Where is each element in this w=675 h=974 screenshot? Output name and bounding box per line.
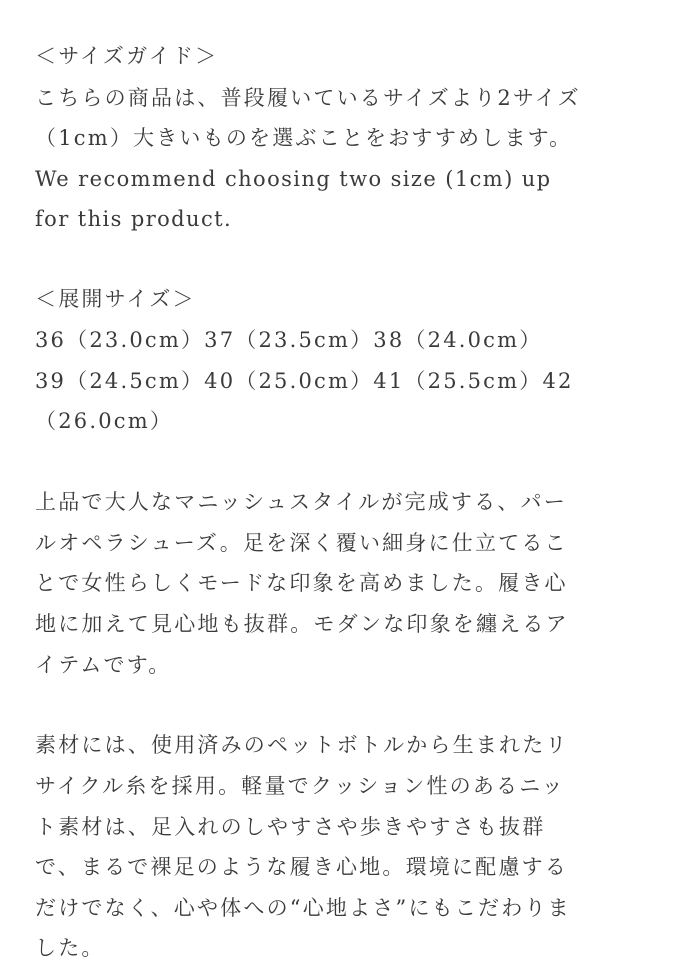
sizes-list-line: （26.0cm）	[35, 409, 174, 433]
size-guide-english-line: We recommend choosing two size (1cm) up	[35, 167, 552, 191]
material-paragraph-line: で、まるで裸足のような履き心地。環境に配慮する	[35, 855, 568, 879]
size-guide-text-line: こちらの商品は、普段履いているサイズより2サイズ	[35, 86, 581, 110]
sizes-list-line: 36（23.0cm）37（23.5cm）38（24.0cm）	[35, 328, 543, 352]
material-paragraph-line: ト素材は、足入れのしやすさや歩きやすさも抜群	[35, 815, 546, 839]
description-paragraph-line: 上品で大人なマニッシュスタイルが完成する、パー	[35, 490, 567, 514]
description-paragraph-line: とで女性らしくモードな印象を高めました。履き心	[35, 571, 568, 595]
sizes-heading: ＜展開サイズ＞	[35, 287, 196, 311]
sizes-list-line: 39（24.5cm）40（25.0cm）41（25.5cm）42	[35, 369, 574, 393]
description-paragraph-line: ルオペラシューズ。足を深く覆い細身に仕立てるこ	[35, 531, 568, 555]
size-guide-heading: ＜サイズガイド＞	[35, 44, 219, 68]
size-guide-english-line: for this product.	[35, 207, 233, 231]
description-paragraph-line: イテムです。	[35, 653, 172, 677]
size-guide-text-line: （1cm）大きいものを選ぶことをおすすめします。	[35, 126, 573, 150]
description-paragraph-line: 地に加えて見心地も抜群。モダンな印象を纏えるア	[35, 612, 569, 636]
material-paragraph-line: 素材には、使用済みのペットボトルから生まれたリ	[35, 733, 569, 757]
material-paragraph-line: だけでなく、心や体への“心地よさ”にもこだわりま	[35, 896, 571, 920]
material-paragraph-line: サイクル糸を採用。軽量でクッション性のあるニッ	[35, 774, 565, 798]
material-paragraph-line: した。	[35, 936, 105, 960]
